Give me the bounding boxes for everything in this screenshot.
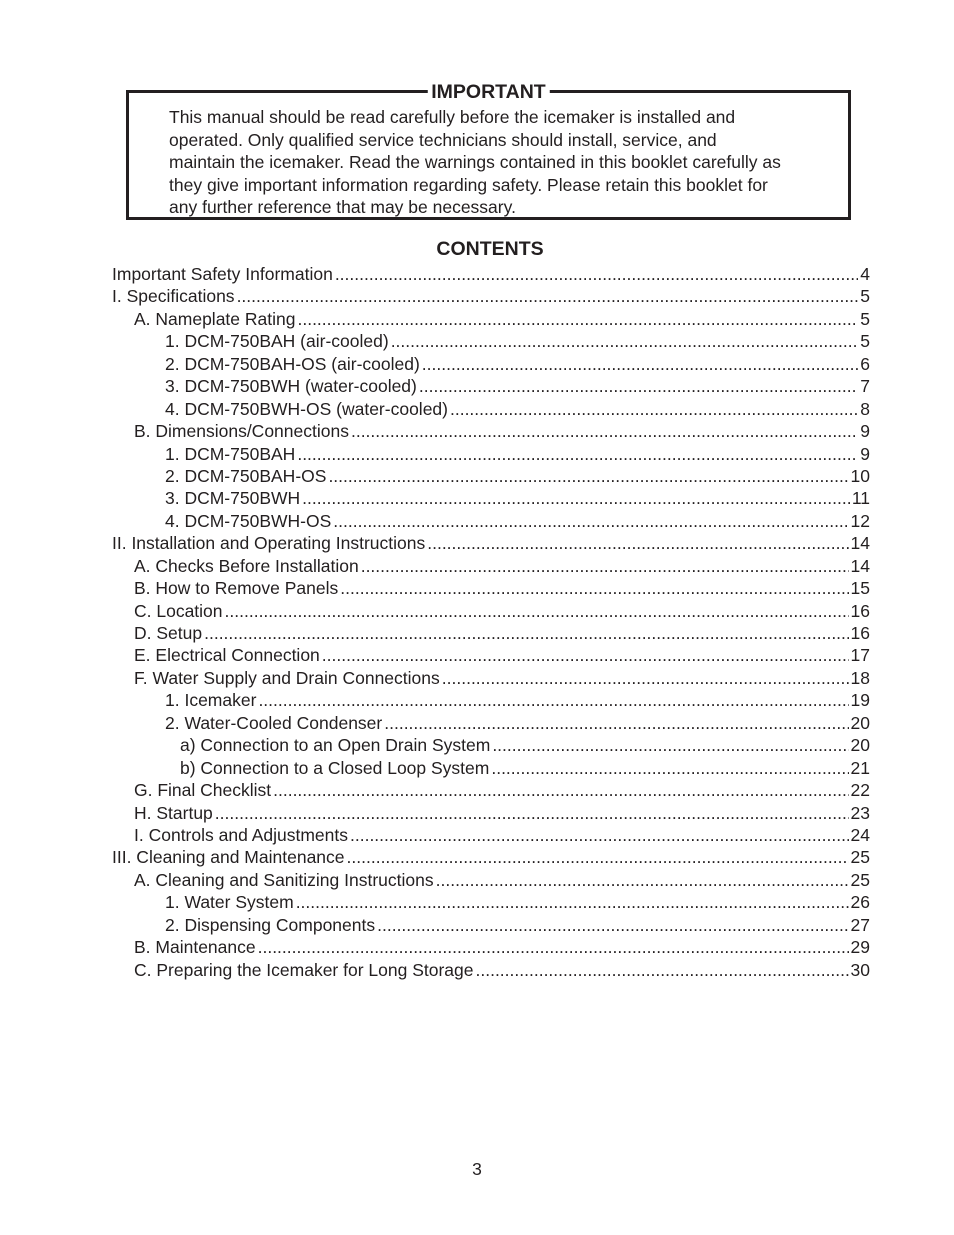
toc-entry-page: 22 (850, 780, 870, 801)
toc-entry[interactable] (112, 510, 870, 532)
table-of-contents (112, 263, 870, 981)
toc-entry[interactable] (112, 600, 870, 622)
important-notice-box (126, 81, 851, 220)
toc-entry-page: 9 (860, 421, 870, 442)
toc-dot-leader (237, 285, 859, 307)
toc-entry-page: 9 (860, 443, 870, 464)
toc-entry-title: 2. Dispensing Components (165, 914, 376, 935)
toc-dot-leader (347, 846, 849, 868)
toc-entry[interactable] (112, 443, 870, 465)
toc-entry-title: 3. DCM-750BWH (water-cooled) (165, 376, 417, 397)
toc-entry[interactable] (112, 644, 870, 666)
toc-entry[interactable] (112, 959, 870, 981)
toc-entry-title: 4. DCM-750BWH-OS (165, 510, 332, 531)
toc-entry-title: 2. DCM-750BAH-OS (air-cooled) (165, 353, 420, 374)
toc-entry[interactable] (112, 667, 870, 689)
toc-entry-page: 21 (850, 757, 870, 778)
toc-dot-leader (436, 869, 849, 891)
toc-entry-page: 23 (850, 802, 870, 823)
toc-entry[interactable] (112, 398, 870, 420)
toc-entry-title: G. Final Checklist (134, 780, 272, 801)
toc-entry-title: II. Installation and Operating Instructions (112, 533, 426, 554)
toc-entry-title: D. Setup (134, 623, 203, 643)
toc-entry-title: 2. DCM-750BAH-OS (165, 465, 327, 486)
toc-entry-title: I. Controls and Adjustments (134, 824, 348, 845)
toc-dot-leader (476, 959, 849, 981)
toc-entry-title: B. Maintenance (134, 937, 256, 958)
toc-dot-leader (492, 734, 848, 756)
toc-entry-page: 5 (860, 331, 870, 352)
toc-entry-title: A. Checks Before Installation (134, 555, 359, 576)
toc-dot-leader (350, 824, 849, 846)
toc-entry[interactable] (112, 308, 870, 330)
toc-entry-page: 25 (850, 847, 870, 868)
toc-dot-leader (258, 936, 849, 958)
toc-entry[interactable] (112, 330, 870, 352)
toc-dot-leader (384, 712, 848, 734)
toc-dot-leader (351, 420, 858, 442)
toc-entry-title: C. Preparing the Icemaker for Long Storage (134, 959, 474, 980)
toc-entry-title: 1. DCM-750BAH (air-cooled) (165, 331, 389, 352)
important-notice-text (169, 106, 834, 219)
toc-entry-title: F. Water Supply and Drain Connections (134, 667, 440, 688)
toc-dot-leader (273, 779, 848, 801)
toc-entry-title: 1. Water System (165, 892, 294, 913)
toc-entry-title: E. Electrical Connection (134, 645, 320, 666)
toc-entry-page: 20 (850, 735, 870, 756)
toc-dot-leader (361, 555, 849, 577)
important-line: maintain the icemaker. Read the warnings contained in this booklet carefully as (169, 152, 781, 172)
toc-entry-title: a) Connection to an Open Drain System (180, 735, 491, 756)
toc-entry-title: b) Connection to a Closed Loop System (180, 757, 490, 778)
toc-entry-page: 29 (850, 937, 870, 958)
toc-entry-title: 1. Icemaker (165, 690, 257, 711)
toc-entry-title: C. Location (134, 600, 223, 621)
toc-entry-title: B. How to Remove Panels (134, 578, 339, 599)
toc-entry-page: 14 (850, 533, 870, 554)
toc-entry[interactable] (112, 869, 870, 891)
toc-entry[interactable] (112, 914, 870, 936)
toc-entry[interactable] (112, 263, 870, 285)
toc-dot-leader (442, 667, 849, 689)
toc-entry-page: 17 (850, 645, 870, 666)
toc-entry-page: 4 (860, 264, 870, 284)
important-line: This manual should be read carefully before the icemaker is installed and (169, 107, 736, 127)
toc-entry-title: 4. DCM-750BWH-OS (water-cooled) (165, 398, 448, 419)
toc-entry-page: 8 (860, 398, 870, 419)
toc-entry-title: Important Safety Information (112, 264, 333, 284)
toc-entry-page: 14 (850, 555, 870, 576)
toc-dot-leader (377, 914, 848, 936)
toc-entry-page: 24 (850, 824, 870, 845)
toc-dot-leader (391, 330, 859, 352)
toc-entry-page: 5 (860, 286, 870, 307)
toc-entry[interactable] (112, 285, 870, 307)
toc-entry-page: 16 (850, 623, 870, 643)
toc-entry[interactable] (112, 622, 870, 644)
toc-entry-title: 1. DCM-750BAH (165, 443, 296, 464)
toc-dot-leader (427, 532, 848, 554)
toc-dot-leader (258, 689, 848, 711)
important-line: any further reference that may be necessary. (169, 197, 516, 217)
toc-entry[interactable] (112, 891, 870, 913)
toc-entry[interactable] (112, 353, 870, 375)
toc-dot-leader (322, 644, 849, 666)
toc-dot-leader (297, 308, 858, 330)
toc-dot-leader (422, 353, 858, 375)
toc-entry-page: 30 (850, 959, 870, 980)
toc-entry-page: 15 (850, 578, 870, 599)
toc-dot-leader (335, 263, 858, 285)
toc-entry[interactable] (112, 375, 870, 397)
toc-dot-leader (328, 465, 848, 487)
toc-entry-title: III. Cleaning and Maintenance (112, 847, 345, 868)
toc-dot-leader (450, 398, 858, 420)
page-number: 3 (472, 1159, 482, 1179)
toc-entry-title: H. Startup (134, 802, 213, 823)
toc-entry-title: A. Nameplate Rating (134, 308, 296, 329)
important-line: they give important information regarding safety. Please retain this booklet for (169, 174, 768, 195)
toc-entry[interactable] (112, 936, 870, 958)
toc-entry[interactable] (112, 824, 870, 846)
toc-entry-page: 12 (850, 510, 870, 531)
toc-entry-page: 25 (850, 869, 870, 890)
important-line: operated. Only qualified service technicians should install, service, and (169, 129, 717, 150)
toc-dot-leader (297, 443, 858, 465)
toc-entry-title: A. Cleaning and Sanitizing Instructions (134, 869, 434, 890)
toc-dot-leader (340, 577, 848, 599)
toc-entry-title: 2. Water-Cooled Condenser (165, 712, 383, 733)
toc-entry[interactable] (112, 532, 870, 554)
toc-entry-page: 20 (850, 712, 870, 733)
toc-entry[interactable] (112, 779, 870, 801)
toc-dot-leader (225, 600, 849, 622)
contents-heading: CONTENTS (436, 238, 544, 260)
toc-entry[interactable] (112, 712, 870, 734)
toc-entry[interactable] (112, 487, 870, 509)
toc-entry-page: 18 (850, 667, 870, 688)
toc-entry[interactable] (112, 757, 870, 779)
toc-entry[interactable] (112, 689, 870, 711)
toc-entry-page: 16 (850, 600, 870, 621)
toc-entry-page: 19 (850, 690, 870, 711)
toc-entry-title: B. Dimensions/Connections (134, 421, 349, 442)
toc-dot-leader (491, 757, 848, 779)
toc-entry[interactable] (112, 846, 870, 868)
toc-dot-leader (215, 802, 849, 824)
toc-dot-leader (302, 487, 850, 509)
toc-entry-title: I. Specifications (112, 286, 235, 307)
toc-dot-leader (419, 375, 858, 397)
toc-entry-page: 27 (850, 914, 870, 935)
toc-entry-page: 6 (860, 353, 870, 374)
toc-entry-title: 3. DCM-750BWH (165, 488, 301, 509)
toc-entry-page: 5 (860, 308, 870, 329)
toc-entry[interactable] (112, 465, 870, 487)
toc-entry-page: 26 (850, 892, 870, 913)
toc-entry-page: 10 (850, 465, 870, 486)
toc-entry[interactable] (112, 420, 870, 442)
toc-entry-page: 7 (860, 376, 870, 397)
toc-entry[interactable] (112, 555, 870, 577)
toc-entry[interactable] (112, 802, 870, 824)
important-heading: IMPORTANT (427, 80, 549, 104)
toc-dot-leader (333, 510, 848, 532)
toc-entry-page: 11 (851, 488, 870, 509)
toc-dot-leader (296, 891, 849, 913)
toc-dot-leader (204, 622, 848, 644)
toc-entry[interactable] (112, 577, 870, 599)
toc-entry[interactable] (112, 734, 870, 756)
